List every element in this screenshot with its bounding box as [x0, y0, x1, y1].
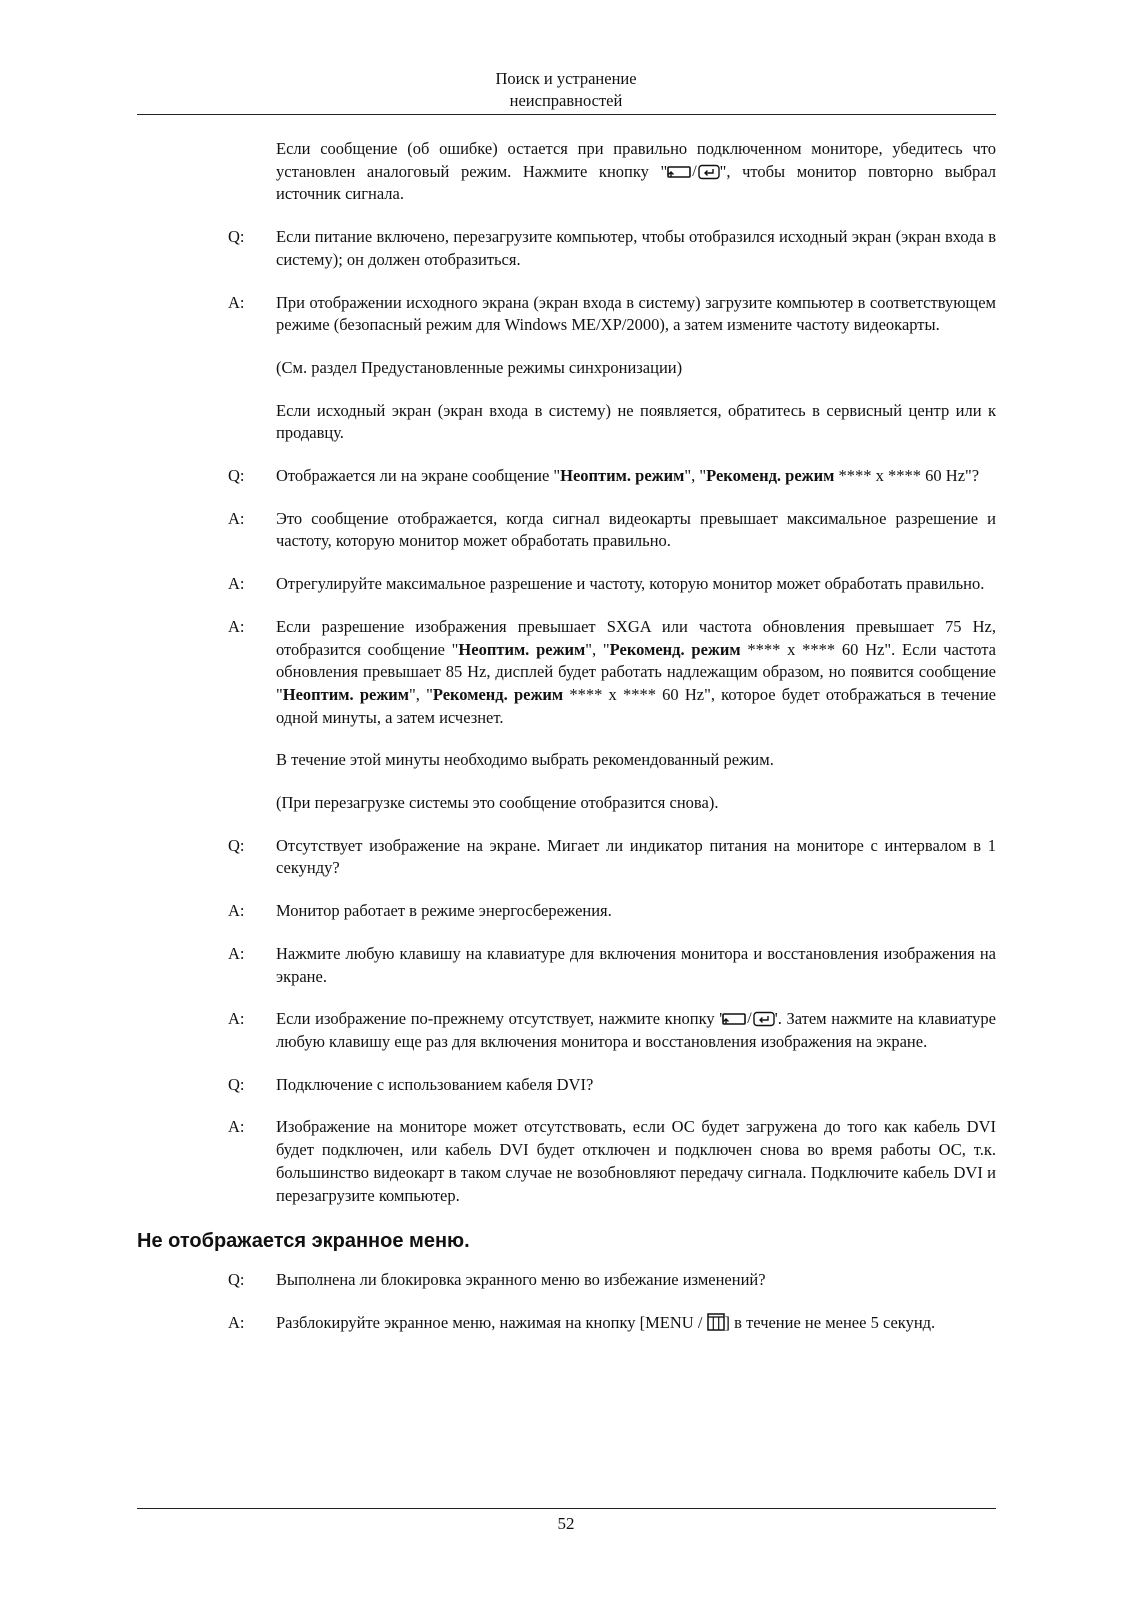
source-enter-icon: /	[722, 1011, 774, 1027]
question-item	[228, 1074, 1132, 1097]
text-run: **** x **** 60 Hz". Если частота обновления превышает 85 Hz, дисплей будет работать надлежащим образом, но появится сообщение "	[276, 639, 996, 704]
text-run: Разблокируйте экранное меню, нажимая на кнопку [MENU /	[276, 1312, 707, 1332]
qa-label: A:	[228, 616, 245, 636]
bold-message-text: Рекоменд. режим	[706, 466, 835, 486]
text-run: ", "	[585, 639, 610, 659]
answer-item	[228, 292, 1132, 337]
qa-text	[276, 835, 996, 880]
qa-text	[276, 900, 996, 923]
qa-label: A:	[228, 1312, 245, 1332]
qa-label: A:	[228, 574, 245, 594]
text-run: '. Затем нажмите на клавиатуре любую клавишу еще раз для включения монитора и восстановления изображения на экране.	[276, 1009, 996, 1051]
text-run: (При перезагрузке системы это сообщение отобразится снова).	[276, 793, 719, 813]
qa-label: A:	[228, 943, 245, 963]
text-run: Отсутствует изображение на экране. Мигает ли индикатор питания на мониторе с интервалом в 1 секунду?	[276, 835, 996, 878]
text-run: (См. раздел Предустановленные режимы синхронизации)	[276, 357, 683, 377]
text-run: Это сообщение отображается, когда сигнал видеокарты превышает максимальное разрешение и частоту, которую монитор может обработать правильно.	[276, 508, 996, 551]
text-run: ] в течение не менее 5 секунд.	[724, 1312, 936, 1332]
text-run: Если сообщение (об ошибке) остается при правильно подключенном мониторе, убедитесь что установлен аналоговый режим. Нажмите кнопку "	[276, 139, 996, 181]
bold-message-text: Неоптим. режим	[458, 639, 586, 659]
paragraph	[276, 792, 996, 815]
text-run: Монитор работает в режиме энергосбережения.	[276, 901, 612, 921]
paragraph	[276, 357, 996, 380]
menu-icon	[707, 1313, 725, 1331]
answer-item	[228, 616, 1132, 730]
document-body	[0, 138, 1132, 1355]
footer-divider	[137, 1508, 996, 1509]
page-header	[0, 68, 1132, 112]
page-number: 52	[557, 1514, 575, 1533]
qa-text	[276, 573, 996, 596]
header-line-1: Поиск и устранение	[495, 69, 637, 88]
bold-message-text: Неоптим. режим	[560, 466, 685, 486]
paragraph	[276, 400, 996, 445]
bold-message-text: Рекоменд. режим	[609, 639, 741, 659]
text-run: Если изображение по-прежнему отсутствует, нажмите кнопку '	[276, 1009, 723, 1029]
text-run: Изображение на мониторе может отсутствовать, если ОС будет загружена до того как кабель DVI будет подключен, или кабель DVI будет отключен и подключен снова во время работы ОС, т.к. большинство видеокарт в таком случае не возобновляют передачу сигнала. Подключите кабель DVI и перезагрузите компьютер.	[276, 1117, 996, 1205]
text-run: **** x **** 60 Hz", которое будет отображаться в течение одной минуты, а затем исчезнет.	[276, 684, 996, 727]
bold-message-text: Неоптим. режим	[282, 684, 410, 704]
qa-text	[276, 292, 996, 337]
question-item	[228, 1269, 1132, 1292]
text-run: В течение этой минуты необходимо выбрать рекомендованный режим.	[276, 750, 774, 770]
qa-text	[276, 226, 996, 271]
text-run: ", "	[684, 466, 707, 486]
answer-item	[228, 943, 1132, 988]
text-run: Если питание включено, перезагрузите компьютер, чтобы отобразился исходный экран (экран входа в систему); он должен отобразиться.	[276, 227, 996, 269]
text-run: **** x **** 60 Hz"?	[834, 466, 980, 486]
text-run: ", "	[409, 684, 433, 704]
qa-text	[276, 508, 996, 553]
qa-label: Q:	[228, 1270, 245, 1290]
text-run: При отображении исходного экрана (экран входа в систему) загрузите компьютер в соответствующем режиме (безопасный режим для Windows ME/XP/2000), а затем измените частоту видеокарты.	[276, 292, 996, 335]
qa-text	[276, 1008, 996, 1053]
qa-text	[276, 1116, 996, 1207]
qa-label: A:	[228, 508, 245, 528]
text-run: Подключение с использованием кабеля DVI?	[276, 1074, 594, 1094]
section-heading: Не отображается экранное меню.	[137, 1230, 470, 1253]
text-run: Выполнена ли блокировка экранного меню во избежание изменений?	[276, 1270, 766, 1290]
qa-label: Q:	[228, 466, 245, 486]
paragraph	[276, 138, 996, 206]
qa-label: A:	[228, 292, 245, 312]
text-run: ", чтобы монитор повторно выбрал источник сигнала.	[276, 161, 996, 204]
qa-text	[276, 616, 996, 730]
qa-label: Q:	[228, 835, 245, 855]
text-run: Нажмите любую клавишу на клавиатуре для включения монитора и восстановления изображения на экране.	[276, 943, 996, 986]
answer-item	[228, 508, 1132, 553]
qa-label: A:	[228, 1009, 245, 1029]
text-run: Отрегулируйте максимальное разрешение и частоту, которую монитор может обработать правильно.	[276, 574, 985, 594]
answer-item	[228, 1312, 1132, 1335]
header-divider	[137, 114, 996, 115]
text-run: Если исходный экран (экран входа в систему) не появляется, обратитесь в сервисный центр или к продавцу.	[276, 400, 996, 443]
question-item	[228, 835, 1132, 880]
qa-label: A:	[228, 901, 245, 921]
qa-label: Q:	[228, 227, 245, 247]
answer-item	[228, 573, 1132, 596]
qa-label: Q:	[228, 1074, 245, 1094]
paragraph	[276, 749, 996, 772]
source-enter-icon: /	[667, 164, 719, 180]
bold-message-text: Рекоменд. режим	[432, 684, 564, 704]
header-line-2: неисправностей	[509, 91, 623, 110]
question-item	[228, 465, 1132, 488]
qa-text	[276, 1269, 996, 1292]
text-run: Если разрешение изображения превышает SXGA или частота обновления превышает 75 Hz, отобразится сообщение "	[276, 616, 996, 659]
answer-item	[228, 1116, 1132, 1207]
qa-text	[276, 943, 996, 988]
answer-item	[228, 900, 1132, 923]
qa-label: A:	[228, 1117, 245, 1137]
text-run: Отображается ли на экране сообщение "	[276, 466, 561, 486]
answer-item	[228, 1008, 1132, 1053]
question-item	[228, 226, 1132, 271]
qa-text	[276, 1312, 996, 1335]
qa-text	[276, 465, 996, 488]
qa-text	[276, 1074, 996, 1097]
